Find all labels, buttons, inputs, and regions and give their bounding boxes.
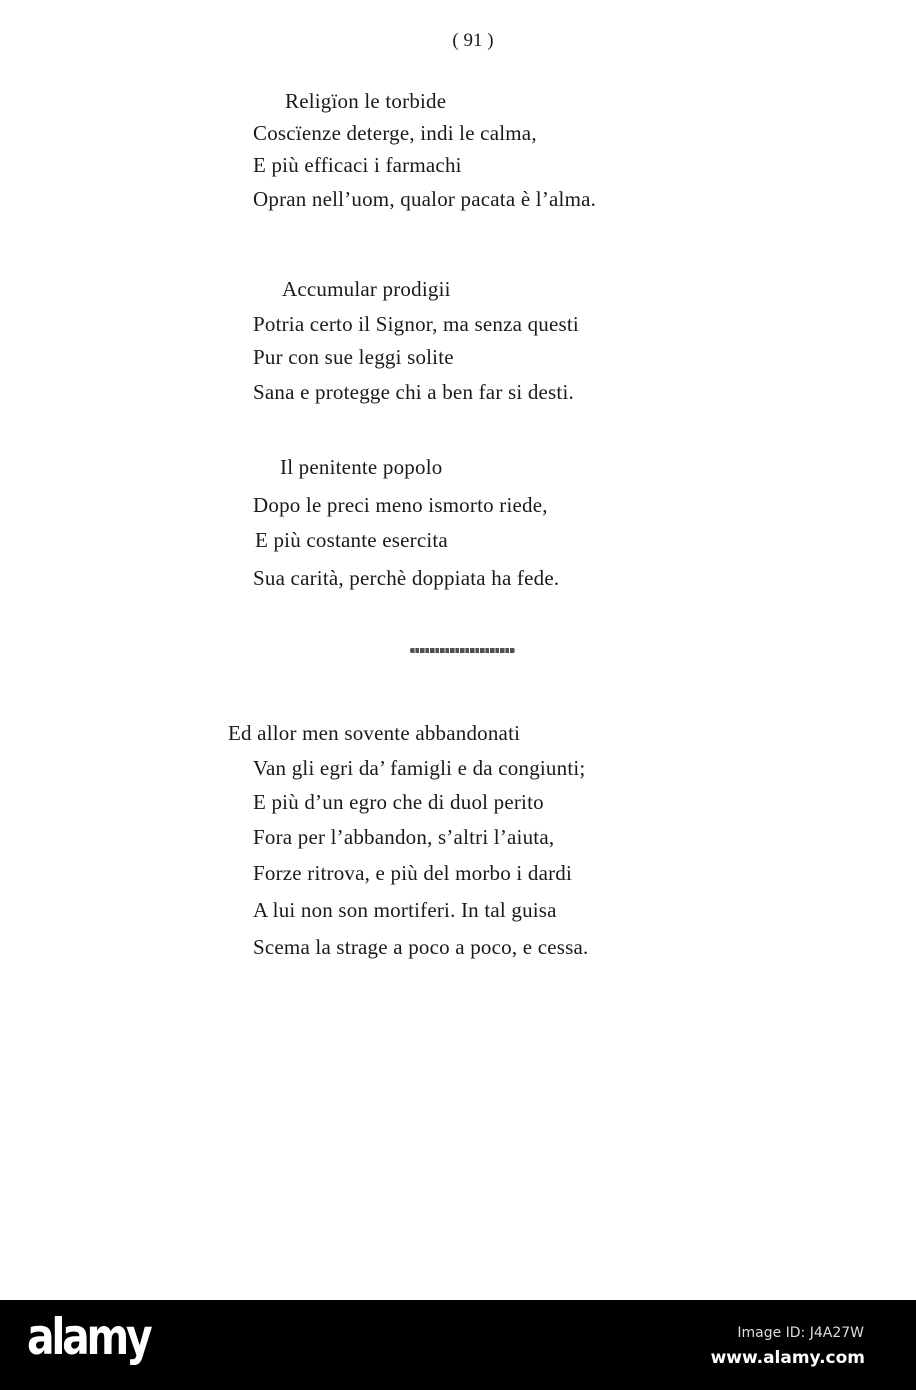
- verse-line: Forze ritrova, e più del morbo i dardi: [253, 861, 573, 885]
- page-number: ( 91 ): [452, 30, 494, 51]
- verse-line: E più costante esercita: [255, 528, 448, 552]
- watermark-footer: [0, 1300, 916, 1390]
- verse-line: Il penitente popolo: [280, 455, 443, 479]
- verse-line: E più d’un egro che di duol perito: [253, 790, 544, 814]
- verse-line: Ed allor men sovente abbandonati: [228, 721, 521, 745]
- verse-line: Potria certo il Signor, ma senza questi: [253, 312, 579, 336]
- decorative-divider: [410, 648, 515, 653]
- verse-line: Opran nell’uom, qualor pacata è l’alma.: [253, 187, 597, 211]
- alamy-logo: alamy: [27, 1308, 150, 1366]
- verse-line: Coscïenze deterge, indi le calma,: [253, 121, 537, 145]
- website-url: www.alamy.com: [710, 1348, 865, 1368]
- verse-line: Accumular prodigii: [282, 277, 451, 301]
- verse-line: Fora per l’abbandon, s’altri l’aiuta,: [253, 825, 555, 849]
- verse-line: Pur con sue leggi solite: [253, 345, 454, 369]
- verse-line: Sana e protegge chi a ben far si desti.: [253, 380, 574, 404]
- verse-line: Religïon le torbide: [285, 89, 447, 113]
- verse-line: Scema la strage a poco a poco, e cessa.: [253, 935, 589, 959]
- verse-line: Sua carità, perchè doppiata ha fede.: [253, 566, 560, 590]
- verse-line: A lui non son mortiferi. In tal guisa: [253, 898, 557, 922]
- image-id: Image ID: J4A27W: [737, 1325, 864, 1341]
- verse-line: Van gli egri da’ famigli e da congiunti;: [253, 756, 586, 780]
- verse-line: Dopo le preci meno ismorto riede,: [253, 493, 548, 517]
- verse-line: E più efficaci i farmachi: [253, 153, 462, 177]
